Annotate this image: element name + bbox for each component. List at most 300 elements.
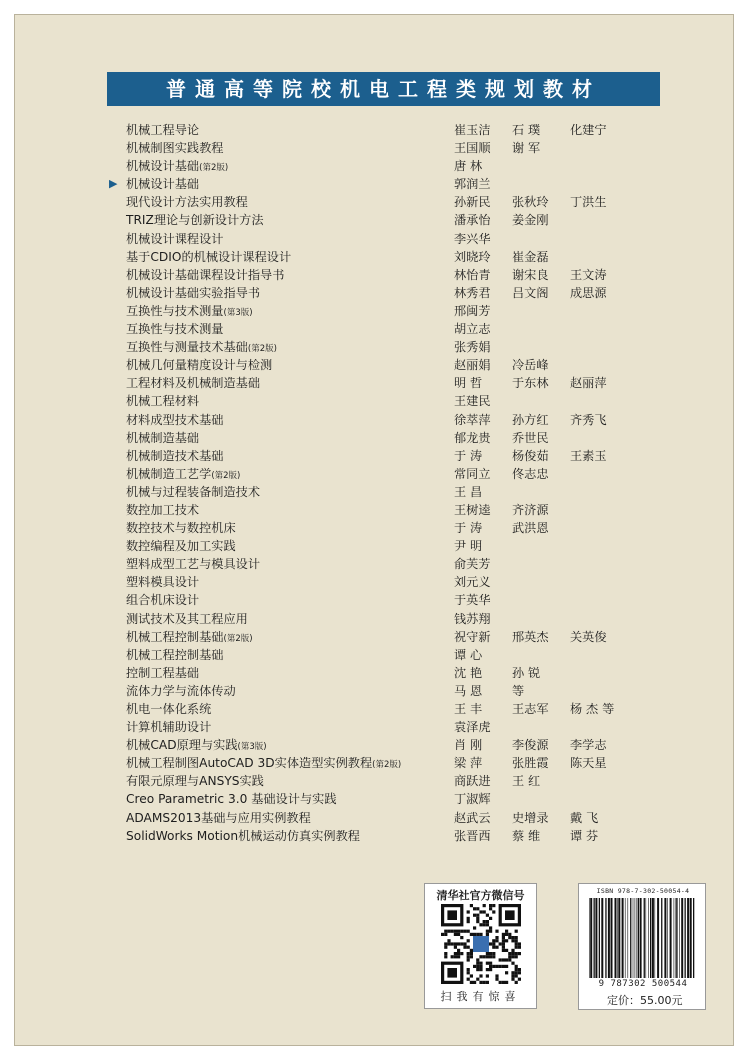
qr-caption: 扫我有惊喜 bbox=[440, 990, 521, 1003]
qr-module bbox=[489, 926, 492, 929]
barcode-bar bbox=[687, 898, 689, 978]
qr-module bbox=[457, 952, 460, 955]
qr-module bbox=[447, 942, 450, 945]
book-row bbox=[126, 772, 646, 790]
book-row bbox=[126, 230, 646, 248]
book-author: 王 昌 bbox=[454, 484, 483, 499]
qr-module bbox=[467, 917, 470, 920]
qr-module bbox=[476, 962, 479, 965]
qr-module bbox=[511, 971, 514, 974]
qr-module bbox=[473, 981, 476, 984]
qr-module bbox=[495, 965, 498, 968]
barcode-bar bbox=[690, 898, 692, 978]
book-edition: (第2版) bbox=[247, 344, 277, 355]
book-title: TRIZ理论与创新设计方法 bbox=[126, 213, 264, 228]
qr-module bbox=[470, 949, 473, 952]
book-author: 王建民 bbox=[454, 394, 491, 409]
book-row bbox=[126, 121, 646, 139]
barcode-bar bbox=[652, 898, 654, 978]
qr-module bbox=[508, 955, 511, 958]
book-row bbox=[126, 573, 646, 591]
qr-module bbox=[479, 974, 482, 977]
barcode-bar bbox=[590, 898, 592, 978]
book-author: 胡立志 bbox=[454, 322, 491, 337]
book-row bbox=[126, 736, 646, 754]
qr-module bbox=[502, 946, 505, 949]
book-title: 机械CAD原理与实践(第3版) bbox=[126, 738, 267, 753]
qr-module bbox=[460, 930, 463, 933]
book-title: 数控加工技术 bbox=[126, 502, 200, 517]
book-row bbox=[126, 809, 646, 827]
barcode-bar bbox=[685, 898, 686, 978]
qr-module bbox=[473, 926, 476, 929]
book-author: 王文涛 bbox=[570, 267, 607, 282]
qr-module bbox=[470, 974, 473, 977]
qr-module bbox=[479, 933, 482, 936]
qr-module bbox=[492, 942, 495, 945]
book-author: 杨 杰 等 bbox=[570, 702, 615, 716]
qr-module bbox=[486, 914, 489, 917]
book-row bbox=[126, 429, 646, 447]
qr-module bbox=[457, 930, 460, 933]
qr-module bbox=[451, 930, 454, 933]
barcode-bar bbox=[670, 898, 672, 978]
book-title: 组合机床设计 bbox=[126, 593, 200, 608]
qr-module bbox=[444, 955, 447, 958]
qr-module bbox=[486, 968, 489, 971]
book-author: 梁 萍 bbox=[454, 756, 483, 771]
book-author: 乔世民 bbox=[512, 430, 549, 445]
qr-module bbox=[454, 952, 457, 955]
book-author: 王素玉 bbox=[570, 448, 607, 463]
qr-module bbox=[502, 933, 505, 936]
qr-module bbox=[486, 933, 489, 936]
book-author: 王 红 bbox=[512, 774, 541, 789]
qr-module bbox=[486, 952, 489, 955]
qr-module bbox=[460, 952, 463, 955]
qr-module bbox=[467, 978, 470, 981]
book-author: 陈天星 bbox=[570, 756, 607, 771]
qr-module bbox=[486, 974, 489, 977]
book-row bbox=[126, 664, 646, 682]
qr-module bbox=[492, 952, 495, 955]
book-author: 郭润兰 bbox=[454, 177, 491, 192]
qr-module bbox=[518, 946, 521, 949]
barcode-bar bbox=[679, 898, 680, 978]
book-row bbox=[126, 519, 646, 537]
book-author: 关英俊 bbox=[570, 629, 607, 644]
book-title: 互换性与技术测量(第3版) bbox=[126, 303, 253, 318]
qr-module bbox=[495, 939, 498, 942]
price-label: 定价：55.00元 bbox=[607, 994, 683, 1007]
barcode-bar bbox=[655, 898, 656, 978]
book-row bbox=[126, 501, 646, 519]
qr-module bbox=[495, 936, 498, 939]
qr-module bbox=[518, 978, 521, 981]
barcode-bar bbox=[676, 898, 677, 978]
barcode-bar bbox=[589, 898, 590, 978]
book-author: 吕文阁 bbox=[512, 285, 549, 300]
qr-module bbox=[508, 958, 511, 961]
qr-module bbox=[502, 981, 505, 984]
book-author: 杨俊茹 bbox=[512, 448, 549, 463]
qr-module bbox=[476, 907, 479, 910]
barcode-bar bbox=[599, 898, 600, 978]
book-title: 现代设计方法实用教程 bbox=[126, 195, 248, 210]
book-author: 商跃进 bbox=[454, 774, 491, 789]
qr-module bbox=[489, 965, 492, 968]
barcode-bar bbox=[617, 898, 618, 978]
qr-module bbox=[467, 971, 470, 974]
book-row bbox=[126, 610, 646, 628]
barcode-bar bbox=[595, 898, 597, 978]
qr-module bbox=[447, 930, 450, 933]
book-author: 王国顺 bbox=[454, 141, 491, 156]
book-author: 于 涛 bbox=[454, 448, 483, 463]
book-row bbox=[126, 374, 646, 392]
book-author: 齐济源 bbox=[512, 502, 549, 517]
qr-module bbox=[451, 942, 454, 945]
barcode-bar bbox=[618, 898, 620, 978]
qr-module bbox=[502, 965, 505, 968]
book-row bbox=[126, 302, 646, 320]
book-author: 祝守新 bbox=[454, 629, 491, 644]
book-title: 机械设计课程设计 bbox=[126, 231, 224, 246]
qr-module bbox=[444, 952, 447, 955]
book-list bbox=[109, 121, 646, 845]
qr-module bbox=[476, 968, 479, 971]
book-author: 武洪恩 bbox=[512, 521, 549, 536]
qr-module bbox=[511, 978, 514, 981]
book-author: 张晋西 bbox=[454, 828, 491, 843]
barcode-bar bbox=[646, 898, 647, 978]
book-author: 尹 明 bbox=[454, 539, 483, 554]
barcode-bar bbox=[677, 898, 678, 978]
qr-module bbox=[505, 958, 508, 961]
qr-module bbox=[505, 930, 508, 933]
book-author: 谢 军 bbox=[512, 141, 541, 156]
book-author: 石 璞 bbox=[512, 123, 541, 137]
book-author: 崔金磊 bbox=[512, 249, 549, 264]
book-title: 有限元原理与ANSYS实践 bbox=[126, 774, 264, 789]
book-author: 李学志 bbox=[570, 738, 607, 753]
book-row bbox=[126, 248, 646, 266]
book-author: 马 恩 bbox=[454, 683, 483, 698]
qr-module bbox=[502, 949, 505, 952]
barcode-bar bbox=[625, 898, 626, 978]
book-author: 袁泽虎 bbox=[454, 720, 491, 735]
book-title: 互换性与测量技术基础(第2版) bbox=[126, 340, 277, 355]
qr-module bbox=[467, 939, 470, 942]
book-title: 机械几何量精度设计与检测 bbox=[126, 358, 273, 373]
qr-module bbox=[489, 904, 492, 907]
book-title: 机械设计基础实验指导书 bbox=[126, 285, 261, 300]
book-row bbox=[126, 754, 646, 772]
qr-module bbox=[473, 936, 489, 952]
barcode-bar bbox=[605, 898, 606, 978]
isbn-text: ISBN 978-7-302-50054-4 bbox=[596, 887, 690, 895]
book-row bbox=[126, 266, 646, 284]
qr-module bbox=[467, 930, 470, 933]
qr-module bbox=[515, 946, 518, 949]
qr-module bbox=[515, 930, 518, 933]
barcode-bar bbox=[615, 898, 617, 978]
book-row bbox=[126, 447, 646, 465]
qr-module bbox=[483, 910, 486, 913]
book-author: 俞芙芳 bbox=[454, 557, 491, 572]
qr-module bbox=[441, 933, 444, 936]
book-title: 测试技术及其工程应用 bbox=[126, 611, 248, 626]
book-row bbox=[126, 338, 646, 356]
qr-module bbox=[470, 904, 473, 907]
book-author: 丁淑辉 bbox=[454, 792, 491, 807]
barcode-bar bbox=[640, 898, 642, 978]
book-row bbox=[126, 139, 646, 157]
barcode-bar bbox=[601, 898, 603, 978]
book-row bbox=[126, 555, 646, 573]
book-title: 机械工程导论 bbox=[126, 123, 200, 137]
qr-module bbox=[489, 955, 492, 958]
barcode-bar bbox=[638, 898, 639, 978]
barcode-bar bbox=[657, 898, 659, 978]
qr-module bbox=[454, 946, 457, 949]
book-title: 机械制造技术基础 bbox=[126, 448, 224, 463]
barcode-bar bbox=[664, 898, 666, 978]
book-edition: (第3版) bbox=[237, 742, 267, 753]
qr-module bbox=[515, 971, 518, 974]
book-author: 成思源 bbox=[570, 285, 607, 300]
book-title: 机械制造工艺学(第2版) bbox=[126, 466, 241, 481]
book-title: 控制工程基础 bbox=[126, 665, 200, 680]
qr-module bbox=[479, 955, 482, 958]
book-author: 佟志忠 bbox=[512, 466, 549, 481]
qr-module bbox=[505, 910, 515, 920]
qr-module bbox=[479, 965, 482, 968]
qr-module bbox=[508, 933, 511, 936]
book-title: 计算机辅助设计 bbox=[126, 720, 212, 735]
book-row bbox=[126, 320, 646, 338]
book-title: 机械工程制图AutoCAD 3D实体造型实例教程(第2版) bbox=[126, 756, 402, 771]
book-edition: (第2版) bbox=[211, 470, 241, 481]
book-edition: (第2版) bbox=[372, 760, 402, 771]
book-title: 机械制造基础 bbox=[126, 430, 200, 445]
qr-module bbox=[518, 968, 521, 971]
book-row bbox=[126, 465, 646, 483]
barcode-bar bbox=[628, 898, 629, 978]
book-title: 数控编程及加工实践 bbox=[126, 539, 236, 554]
barcode-image bbox=[587, 898, 699, 978]
qr-module bbox=[515, 968, 518, 971]
book-author: 邢英杰 bbox=[512, 629, 549, 644]
qr-module bbox=[486, 955, 489, 958]
book-author: 蔡 维 bbox=[512, 828, 541, 843]
book-title: 机械设计基础 bbox=[126, 177, 200, 192]
qr-module bbox=[518, 971, 521, 974]
book-author: 冷岳峰 bbox=[512, 358, 549, 373]
qr-module bbox=[489, 962, 492, 965]
qr-module bbox=[460, 936, 463, 939]
qr-module bbox=[515, 952, 518, 955]
book-author: 孙方红 bbox=[512, 412, 549, 427]
qr-module bbox=[463, 930, 466, 933]
isbn-barcode-panel bbox=[578, 883, 706, 1010]
book-row bbox=[126, 628, 646, 646]
qr-module bbox=[483, 904, 486, 907]
qr-module bbox=[486, 930, 489, 933]
book-title: 机械工程控制基础 bbox=[126, 647, 224, 662]
qr-module bbox=[508, 952, 511, 955]
book-title: 塑料模具设计 bbox=[126, 575, 200, 590]
book-author: 于英华 bbox=[454, 593, 491, 608]
qr-module bbox=[473, 914, 476, 917]
book-author: 崔玉洁 bbox=[454, 123, 491, 137]
qr-module bbox=[467, 920, 470, 923]
book-author: 张秋玲 bbox=[512, 195, 549, 210]
book-title: 机械与过程装备制造技术 bbox=[126, 484, 261, 499]
qr-module bbox=[454, 930, 457, 933]
qr-module bbox=[451, 955, 454, 958]
qr-module bbox=[467, 968, 470, 971]
barcode-bar bbox=[667, 898, 668, 978]
qr-module bbox=[505, 939, 508, 942]
qr-module bbox=[499, 958, 502, 961]
barcode-bar bbox=[630, 898, 631, 978]
qr-module bbox=[489, 952, 492, 955]
qr-module bbox=[476, 958, 479, 961]
book-row bbox=[109, 175, 646, 193]
book-author: 邢闽芳 bbox=[454, 303, 491, 318]
qr-module bbox=[515, 936, 518, 939]
qr-module bbox=[454, 942, 457, 945]
qr-module bbox=[499, 981, 502, 984]
qr-module bbox=[470, 981, 473, 984]
book-author: 谢宋良 bbox=[512, 267, 549, 282]
qr-module bbox=[444, 930, 447, 933]
qr-module bbox=[467, 958, 470, 961]
qr-module bbox=[515, 981, 518, 984]
qr-module bbox=[486, 981, 489, 984]
qr-module bbox=[511, 936, 514, 939]
book-author: 钱苏翔 bbox=[454, 611, 491, 626]
book-edition: (第2版) bbox=[199, 163, 229, 174]
qr-module bbox=[495, 930, 498, 933]
qr-module bbox=[492, 946, 495, 949]
qr-module bbox=[505, 949, 508, 952]
book-row bbox=[126, 483, 646, 501]
book-title: Creo Parametric 3.0 基础设计与实践 bbox=[126, 792, 337, 807]
series-banner: 普通高等院校机电工程类规划教材 bbox=[107, 72, 660, 106]
qr-module bbox=[457, 949, 460, 952]
barcode-bar bbox=[674, 898, 675, 978]
barcode-bar bbox=[611, 898, 613, 978]
book-title: 机械制图实践教程 bbox=[126, 141, 224, 156]
qr-module bbox=[454, 933, 457, 936]
qr-module bbox=[486, 920, 489, 923]
qr-module bbox=[511, 955, 514, 958]
book-author: 徐萃萍 bbox=[454, 412, 491, 427]
qr-module bbox=[515, 974, 518, 977]
qr-module bbox=[444, 946, 447, 949]
book-author: 于 涛 bbox=[454, 521, 483, 536]
qr-module bbox=[476, 933, 479, 936]
qr-module bbox=[473, 965, 476, 968]
qr-module bbox=[489, 930, 492, 933]
qr-module bbox=[479, 962, 482, 965]
book-author: 沈 艳 bbox=[454, 665, 483, 680]
qr-module bbox=[470, 933, 473, 936]
qr-module bbox=[444, 933, 447, 936]
qr-module bbox=[492, 910, 495, 913]
barcode-bar bbox=[644, 898, 645, 978]
qr-module bbox=[518, 942, 521, 945]
qr-module bbox=[511, 974, 514, 977]
qr-title: 清华社官方微信号 bbox=[436, 889, 525, 902]
book-author: 刘晓玲 bbox=[454, 249, 491, 264]
qr-module bbox=[505, 971, 508, 974]
qr-module bbox=[463, 942, 466, 945]
qr-module bbox=[515, 942, 518, 945]
book-author: 郁龙贵 bbox=[454, 430, 491, 445]
book-row bbox=[126, 211, 646, 229]
book-row bbox=[126, 700, 646, 718]
book-row bbox=[126, 392, 646, 410]
book-title: 机电一体化系统 bbox=[126, 702, 212, 716]
qr-module bbox=[489, 942, 492, 945]
barcode-bar bbox=[650, 898, 651, 978]
qr-module bbox=[518, 952, 521, 955]
qr-module bbox=[486, 923, 489, 926]
book-author: 明 哲 bbox=[454, 376, 483, 391]
book-title: 互换性与技术测量 bbox=[126, 322, 224, 337]
qr-module bbox=[463, 946, 466, 949]
book-title: 机械工程材料 bbox=[126, 394, 200, 409]
book-row bbox=[126, 356, 646, 374]
qr-module bbox=[447, 939, 450, 942]
book-author: 化建宁 bbox=[570, 123, 607, 137]
qr-module bbox=[460, 942, 463, 945]
book-author: 林秀君 bbox=[454, 285, 491, 300]
qr-module bbox=[492, 939, 495, 942]
qr-module bbox=[511, 949, 514, 952]
book-author: 常同立 bbox=[454, 466, 491, 481]
book-author: 李兴华 bbox=[454, 231, 491, 246]
barcode-bar bbox=[637, 898, 638, 978]
qr-module bbox=[499, 942, 502, 945]
book-author: 谭 心 bbox=[454, 647, 483, 662]
book-title: 数控技术与数控机床 bbox=[126, 521, 236, 536]
qr-module bbox=[502, 939, 505, 942]
book-author: 王志军 bbox=[512, 702, 549, 716]
qr-module bbox=[479, 910, 482, 913]
book-author: 刘元义 bbox=[454, 575, 491, 590]
qr-module bbox=[508, 936, 511, 939]
barcode-bar bbox=[594, 898, 595, 978]
barcode-bar bbox=[648, 898, 649, 978]
qr-module bbox=[476, 965, 479, 968]
qr-module bbox=[470, 952, 473, 955]
qr-module bbox=[495, 946, 498, 949]
book-author: 齐秀飞 bbox=[570, 412, 607, 427]
qr-module bbox=[499, 965, 502, 968]
book-author: 潘承怡 bbox=[454, 213, 491, 228]
book-author: 赵丽萍 bbox=[570, 376, 607, 391]
book-author: 李俊源 bbox=[512, 738, 549, 753]
book-row bbox=[126, 411, 646, 429]
book-row bbox=[126, 591, 646, 609]
qr-module bbox=[515, 955, 518, 958]
book-author: 戴 飞 bbox=[570, 810, 599, 825]
qr-module bbox=[492, 904, 495, 907]
